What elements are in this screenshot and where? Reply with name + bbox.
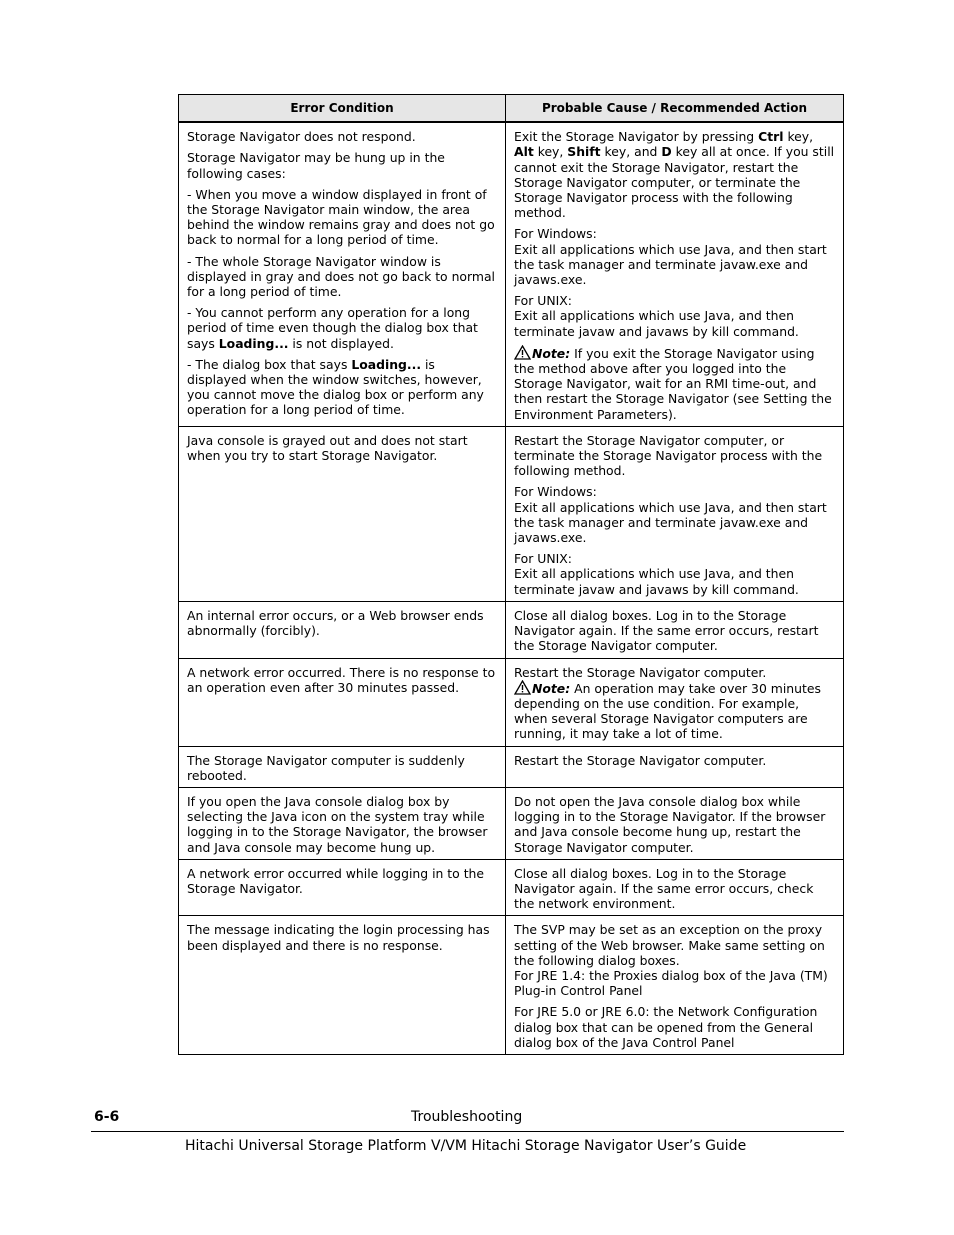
condition-text: Storage Navigator does not respond. (187, 129, 416, 145)
table-row (179, 859, 844, 916)
error-condition-cell (179, 122, 506, 426)
note-text: Note: If you exit the Storage Navigator using the method above after you logged into the Storage Navigator, wait for an RMI time-out, and then restart the Storage Navigator (see Setting the Environment Parameters). (514, 345, 832, 422)
condition-text: - When you move a window displayed in front of the Storage Navigator main window, the area behind the window remains gray and does not go back to normal for a long period of time. (187, 186, 495, 248)
condition-text: A network error occurred while logging in to the Storage Navigator. (187, 865, 485, 896)
action-text: Restart the Storage Navigator computer. Note: An operation may take over 30 minutes depending on the use condition. For example, when several Storage Navigator computers are running, it may take a lot of time. (514, 664, 821, 742)
condition-text: A network error occurred. There is no response to an operation even after 30 minutes passed. (187, 664, 496, 695)
condition-text: The Storage Navigator computer is suddenly rebooted. (187, 752, 465, 783)
action-text: Close all dialog boxes. Log in to the Storage Navigator again. If the same error occurs, restart the Storage Navigator computer. (514, 607, 819, 654)
error-condition-cell (179, 658, 506, 746)
footer-divider (91, 1131, 844, 1132)
recommended-action-cell (506, 916, 844, 1055)
action-text: The SVP may be set as an exception on the proxy setting of the Web browser. Make same setting on the following dialog boxes. For JRE 1.4: the Proxies dialog box of the Java (TM) Plug-in Control Panel (514, 922, 828, 999)
warning-triangle-icon (514, 680, 531, 695)
action-text: Restart the Storage Navigator computer, or terminate the Storage Navigator process with the following method. (514, 432, 823, 479)
error-condition-cell (179, 426, 506, 601)
header-error-condition: Error Condition (179, 95, 506, 123)
action-text: For UNIX: Exit all applications which use Java, and then terminate javaw and javaws by kill command. (514, 551, 799, 597)
table-row (179, 658, 844, 746)
recommended-action-cell (506, 426, 844, 601)
error-condition-cell (179, 746, 506, 787)
action-text: Restart the Storage Navigator computer. (514, 752, 767, 768)
condition-text: If you open the Java console dialog box by selecting the Java icon on the system tray while logging in to the Storage Navigator, the browser and Java console may become hung up. (187, 793, 488, 855)
error-condition-cell (179, 916, 506, 1055)
action-text: Exit the Storage Navigator by pressing Ctrl key, Alt key, Shift key, and D key all at once. If you still cannot exit the Storage Navigator, restart the Storage Navigator computer, or terminate the Storage Navigator process with the following method. (514, 129, 835, 221)
action-text: For Windows: Exit all applications which use Java, and then start the task manager and terminate javaw.exe and javaws.exe. (514, 226, 827, 288)
table-header-row (179, 95, 844, 123)
action-text: For Windows: Exit all applications which use Java, and then start the task manager and terminate javaw.exe and javaws.exe. (514, 484, 827, 546)
header-probable-cause: Probable Cause / Recommended Action (506, 95, 844, 123)
recommended-action-cell (506, 601, 844, 658)
guide-title: Hitachi Universal Storage Platform V/VM Hitachi Storage Navigator User’s Guide (185, 1138, 747, 1154)
table-row (179, 601, 844, 658)
error-condition-cell (179, 787, 506, 859)
recommended-action-cell (506, 859, 844, 916)
action-text: Do not open the Java console dialog box while logging in to the Storage Navigator. If the browser and Java console become hung up, restart the Storage Navigator computer. (514, 793, 826, 855)
table-row (179, 787, 844, 859)
condition-text: - The whole Storage Navigator window is displayed in gray and does not go back to normal for a long period of time. (187, 253, 495, 300)
condition-text: - You cannot perform any operation for a long period of time even though the dialog box that says Loading... is not displayed. (187, 305, 478, 351)
condition-text: The message indicating the login processing has been displayed and there is no response. (187, 922, 490, 953)
condition-text: - The dialog box that says Loading... is displayed when the window switches, however, you cannot move the dialog box or perform any operation for a long period of time. (187, 356, 484, 418)
warning-triangle-icon (514, 345, 531, 360)
table-row (179, 746, 844, 787)
recommended-action-cell (506, 122, 844, 426)
table-row (179, 426, 844, 601)
page-number: 6-6 (94, 1109, 120, 1125)
condition-text: Java console is grayed out and does not start when you try to start Storage Navigator. (187, 432, 468, 464)
recommended-action-cell (506, 658, 844, 746)
condition-text: An internal error occurs, or a Web browser ends abnormally (forcibly). (187, 607, 484, 639)
table-row (179, 122, 844, 426)
error-condition-cell (179, 601, 506, 658)
action-text: For JRE 5.0 or JRE 6.0: the Network Configuration dialog box that can be opened from the General dialog box of the Java Control Panel (514, 1004, 818, 1050)
action-text: For UNIX: Exit all applications which use Java, and then terminate javaw and javaws by kill command. (514, 293, 799, 339)
recommended-action-cell (506, 746, 844, 787)
recommended-action-cell (506, 787, 844, 859)
action-text: Close all dialog boxes. Log in to the Storage Navigator again. If the same error occurs, check the network environment. (514, 865, 814, 912)
error-condition-cell (179, 859, 506, 916)
troubleshooting-table (178, 94, 844, 1055)
table-row (179, 916, 844, 1055)
condition-text: Storage Navigator may be hung up in the following cases: (187, 150, 445, 181)
section-title: Troubleshooting (411, 1109, 523, 1125)
